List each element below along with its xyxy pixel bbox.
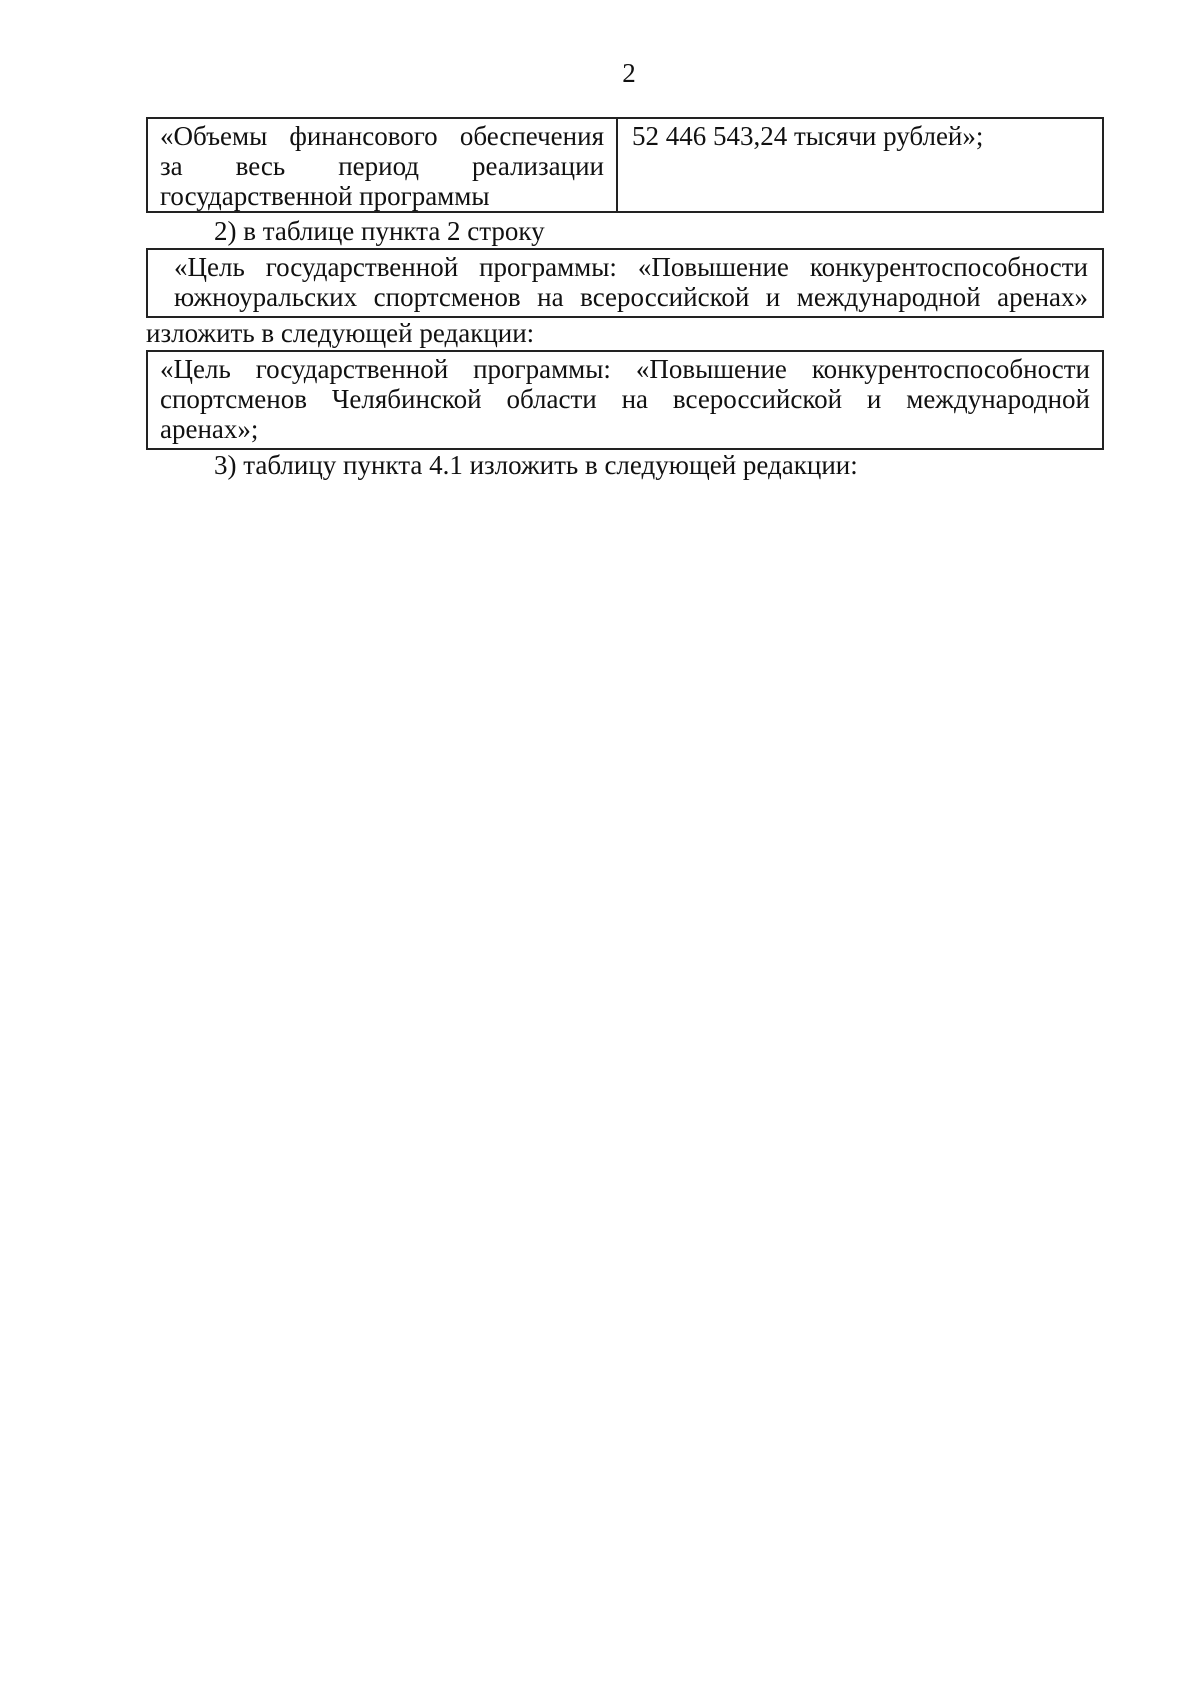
new-goal-line: аренах»; xyxy=(160,414,259,444)
new-goal-line: «Цель государственной программы: «Повышение конкурентоспособности xyxy=(160,354,1090,384)
funding-value-cell: 52 446 543,24 тысячи рублей»; xyxy=(632,121,984,151)
old-goal-line: «Цель государственной программы: «Повышение конкурентоспособности xyxy=(174,252,1088,282)
item3-text: 3) таблицу пункта 4.1 изложить в следующей редакции: xyxy=(214,450,858,480)
funding-label-line: государственной программы xyxy=(160,181,490,211)
old-goal-line: южноуральских спортсменов на всероссийской и международной аренах» xyxy=(174,282,1088,312)
funding-label-line: за весь период реализации xyxy=(160,151,604,181)
item2-intro: 2) в таблице пункта 2 строку xyxy=(214,216,545,246)
restate-text: изложить в следующей редакции: xyxy=(146,318,535,348)
funding-table xyxy=(146,117,1104,213)
new-goal-line: спортсменов Челябинской области на всероссийской и международной xyxy=(160,384,1090,414)
old-goal-box xyxy=(146,248,1104,318)
funding-label-cell xyxy=(148,119,618,211)
page-number: 2 xyxy=(622,58,636,88)
funding-label-line: «Объемы финансового обеспечения xyxy=(160,121,604,151)
new-goal-box xyxy=(146,350,1104,450)
